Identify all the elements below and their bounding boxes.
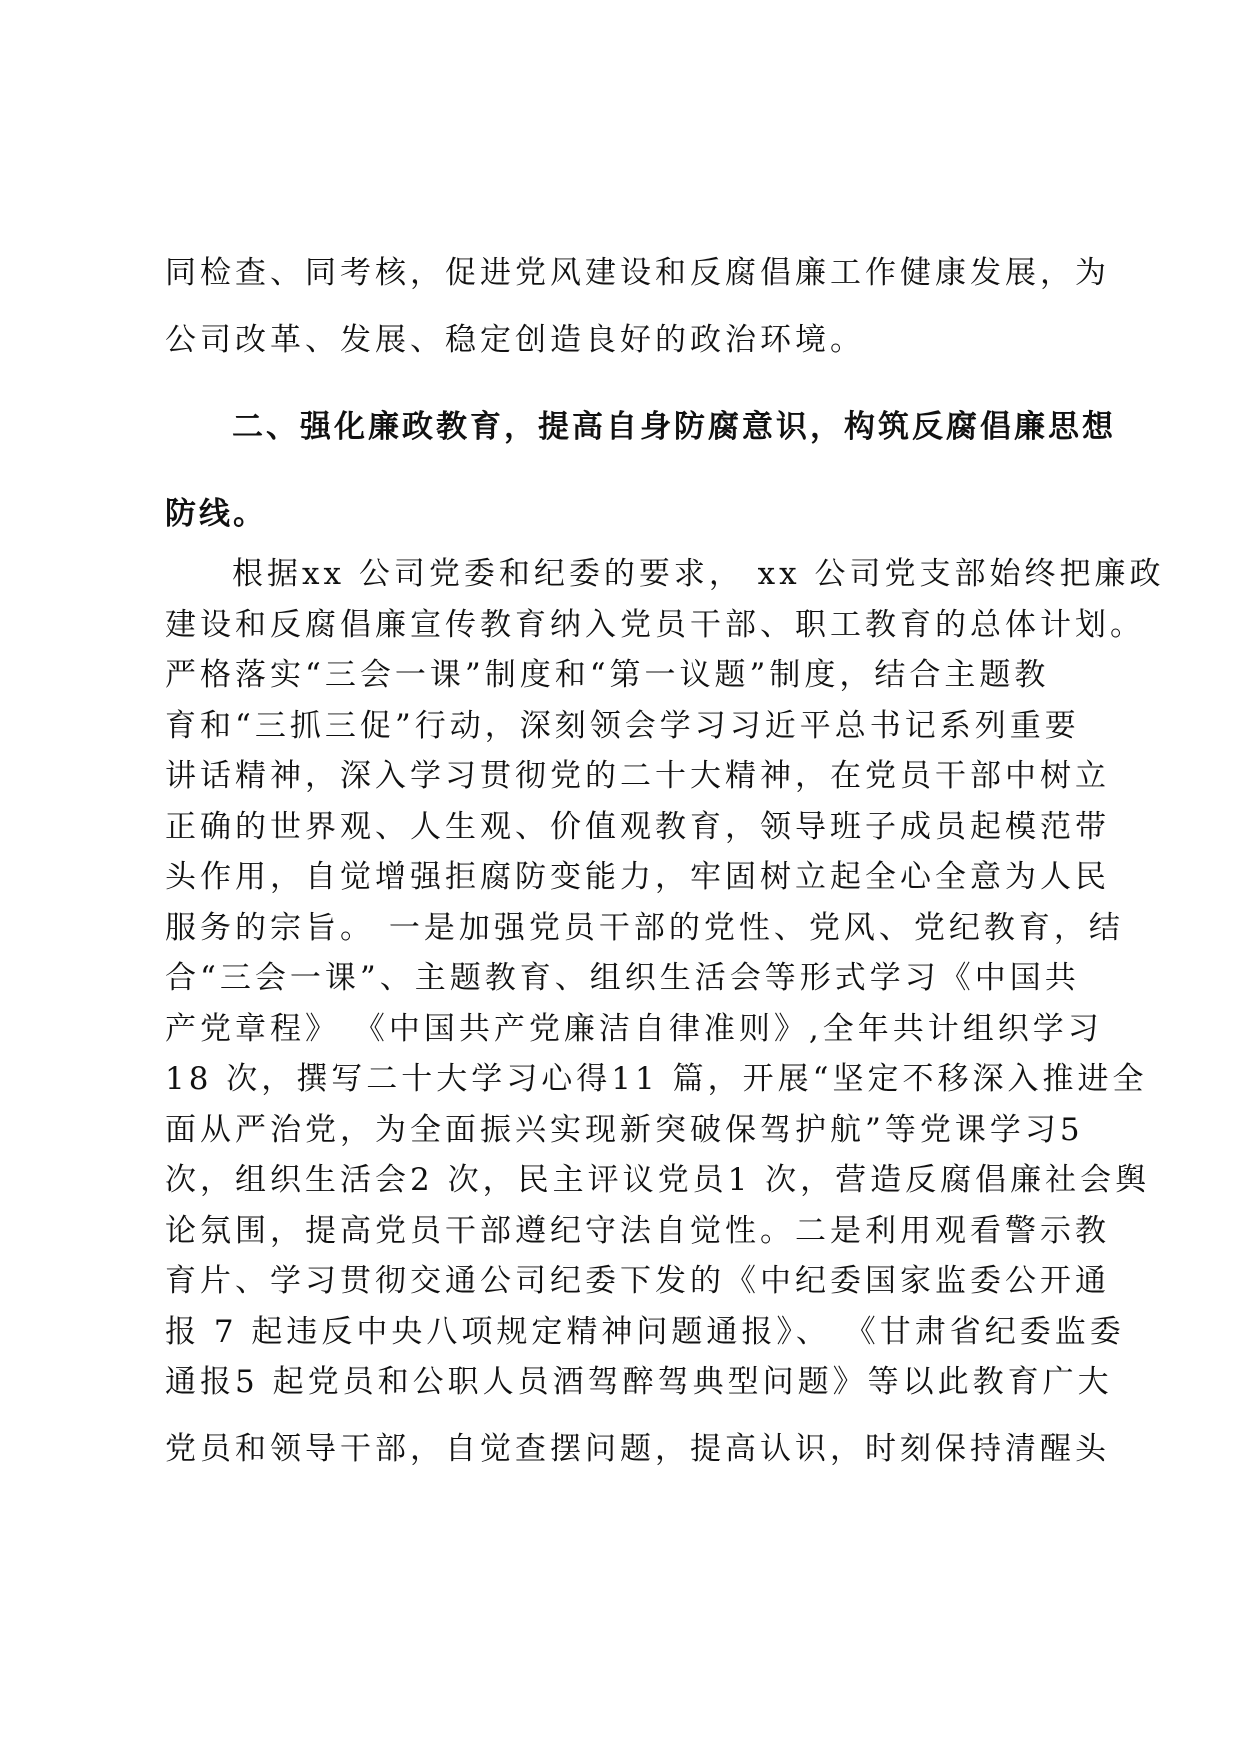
paragraph-line: 育和“三抓三促”行动，深刻领会学习习近平总书记系列重要 — [165, 708, 1080, 744]
paragraph-line: 产党章程》 《中国共产党廉洁自律准则》,全年共计组织学习 — [165, 1011, 1103, 1047]
paragraph-line: 党员和领导干部，自觉查摆问题，提高认识，时刻保持清醒头 — [165, 1431, 1110, 1467]
paragraph-line: 报 7 起违反中央八项规定精神问题通报》、 《甘肃省纪委监委 — [165, 1314, 1125, 1350]
paragraph-line: 通报5 起党员和公职人员酒驾醉驾典型问题》等以此教育广大 — [165, 1364, 1113, 1400]
paragraph-line: 正确的世界观、人生观、价值观教育，领导班子成员起模范带 — [165, 809, 1110, 845]
paragraph-line: 18 次，撰写二十大学习心得11 篇，开展“坚定不移深入推进全 — [165, 1061, 1148, 1097]
paragraph-line: 建设和反腐倡廉宣传教育纳入党员干部、职工教育的总体计划。 — [165, 607, 1145, 643]
paragraph-line: 同检查、同考核，促进党风建设和反腐倡廉工作健康发展，为 — [165, 255, 1110, 291]
section-heading: 二、强化廉政教育，提高自身防腐意识，构筑反腐倡廉思想 — [232, 409, 1116, 445]
paragraph-line: 公司改革、发展、稳定创造良好的政治环境。 — [165, 322, 865, 358]
paragraph-line: 服务的宗旨。 一是加强党员干部的党性、党风、党纪教育，结 — [165, 910, 1124, 946]
paragraph-line: 面从严治党，为全面振兴实现新突破保驾护航”等党课学习5 — [165, 1112, 1084, 1148]
paragraph-line: 讲话精神，深入学习贯彻党的二十大精神，在党员干部中树立 — [165, 758, 1110, 794]
section-heading-continuation: 防线。 — [165, 496, 267, 532]
paragraph-line: 严格落实“三会一课”制度和“第一议题”制度，结合主题教 — [165, 657, 1050, 693]
paragraph-line: 合“三会一课”、主题教育、组织生活会等形式学习《中国共 — [165, 960, 1080, 996]
paragraph-line: 育片、学习贯彻交通公司纪委下发的《中纪委国家监委公开通 — [165, 1263, 1110, 1299]
paragraph-line: 根据xx 公司党委和纪委的要求， xx 公司党支部始终把廉政 — [232, 556, 1165, 592]
paragraph-line: 次，组织生活会2 次，民主评议党员1 次，营造反腐倡廉社会舆 — [165, 1162, 1151, 1198]
paragraph-line: 头作用，自觉增强拒腐防变能力，牢固树立起全心全意为人民 — [165, 859, 1110, 895]
paragraph-line: 论氛围，提高党员干部遵纪守法自觉性。二是利用观看警示教 — [165, 1213, 1110, 1249]
